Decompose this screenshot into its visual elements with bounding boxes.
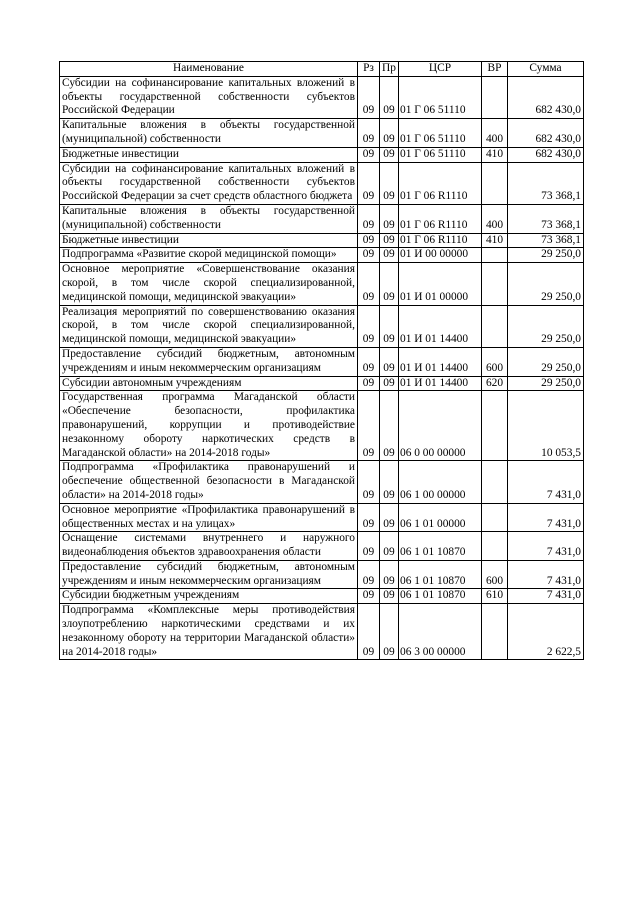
cell-csr: 01 Г 06 R1110 bbox=[399, 162, 482, 204]
cell-name: Основное мероприятие «Профилактика правонарушений в общественных местах и на улицах» bbox=[60, 503, 358, 532]
cell-sum: 10 053,5 bbox=[508, 391, 584, 461]
cell-rz: 09 bbox=[358, 263, 380, 305]
table-body bbox=[60, 76, 584, 660]
cell-rz: 09 bbox=[358, 162, 380, 204]
cell-name: Бюджетные инвестиции bbox=[60, 233, 358, 248]
cell-vr: 400 bbox=[482, 204, 508, 233]
cell-vr bbox=[482, 305, 508, 347]
cell-sum: 2 622,5 bbox=[508, 604, 584, 660]
cell-sum: 29 250,0 bbox=[508, 263, 584, 305]
col-header-name: Наименование bbox=[60, 62, 358, 77]
cell-sum: 682 430,0 bbox=[508, 147, 584, 162]
cell-pr: 09 bbox=[380, 391, 399, 461]
table-row bbox=[60, 263, 584, 305]
cell-name: Капитальные вложения в объекты государственной (муниципальной) собственности bbox=[60, 204, 358, 233]
cell-pr: 09 bbox=[380, 162, 399, 204]
table-row bbox=[60, 204, 584, 233]
cell-sum: 7 431,0 bbox=[508, 532, 584, 561]
table-row bbox=[60, 233, 584, 248]
table-row bbox=[60, 461, 584, 503]
cell-csr: 01 И 01 14400 bbox=[399, 376, 482, 391]
cell-vr: 620 bbox=[482, 376, 508, 391]
cell-pr: 09 bbox=[380, 233, 399, 248]
cell-pr: 09 bbox=[380, 76, 399, 118]
cell-name: Основное мероприятие «Совершенствование оказания скорой, в том числе скорой специализированной, медицинской помощи, медицинской эвакуации» bbox=[60, 263, 358, 305]
cell-sum: 7 431,0 bbox=[508, 560, 584, 589]
cell-csr: 06 1 01 10870 bbox=[399, 589, 482, 604]
cell-pr: 09 bbox=[380, 147, 399, 162]
cell-name: Субсидии автономным учреждениям bbox=[60, 376, 358, 391]
table-row bbox=[60, 76, 584, 118]
cell-sum: 29 250,0 bbox=[508, 305, 584, 347]
cell-vr bbox=[482, 461, 508, 503]
col-header-rz: Рз bbox=[358, 62, 380, 77]
cell-pr: 09 bbox=[380, 532, 399, 561]
cell-csr: 01 Г 06 51110 bbox=[399, 119, 482, 148]
table-row bbox=[60, 391, 584, 461]
cell-name: Реализация мероприятий по совершенствованию оказания скорой, в том числе скорой специализированной, медицинской помощи, медицинской эвакуации» bbox=[60, 305, 358, 347]
cell-pr: 09 bbox=[380, 604, 399, 660]
cell-sum: 682 430,0 bbox=[508, 119, 584, 148]
cell-pr: 09 bbox=[380, 461, 399, 503]
cell-rz: 09 bbox=[358, 305, 380, 347]
cell-name: Государственная программа Магаданской области «Обеспечение безопасности, профилактика правонарушений, коррупции и противодействие незаконному обороту наркотических средств в Магаданской области» на 2014-2018 годы» bbox=[60, 391, 358, 461]
cell-sum: 7 431,0 bbox=[508, 503, 584, 532]
cell-pr: 09 bbox=[380, 248, 399, 263]
col-header-pr: Пр bbox=[380, 62, 399, 77]
cell-csr: 01 Г 06 R1110 bbox=[399, 233, 482, 248]
cell-sum: 29 250,0 bbox=[508, 248, 584, 263]
cell-pr: 09 bbox=[380, 347, 399, 376]
cell-sum: 682 430,0 bbox=[508, 76, 584, 118]
cell-csr: 01 Г 06 R1110 bbox=[399, 204, 482, 233]
cell-csr: 01 Г 06 51110 bbox=[399, 76, 482, 118]
cell-rz: 09 bbox=[358, 204, 380, 233]
cell-vr: 610 bbox=[482, 589, 508, 604]
cell-vr bbox=[482, 503, 508, 532]
col-header-csr: ЦСР bbox=[399, 62, 482, 77]
table-row bbox=[60, 604, 584, 660]
cell-name: Субсидии на софинансирование капитальных вложений в объекты государственной собственности субъектов Российской Федерации bbox=[60, 76, 358, 118]
table-row bbox=[60, 248, 584, 263]
cell-rz: 09 bbox=[358, 532, 380, 561]
cell-csr: 06 1 01 10870 bbox=[399, 560, 482, 589]
col-header-sum: Сумма bbox=[508, 62, 584, 77]
cell-vr bbox=[482, 532, 508, 561]
cell-rz: 09 bbox=[358, 461, 380, 503]
cell-csr: 06 0 00 00000 bbox=[399, 391, 482, 461]
cell-rz: 09 bbox=[358, 589, 380, 604]
table-row bbox=[60, 532, 584, 561]
cell-rz: 09 bbox=[358, 560, 380, 589]
cell-csr: 06 1 01 10870 bbox=[399, 532, 482, 561]
cell-sum: 73 368,1 bbox=[508, 233, 584, 248]
cell-sum: 29 250,0 bbox=[508, 347, 584, 376]
cell-name: Капитальные вложения в объекты государственной (муниципальной) собственности bbox=[60, 119, 358, 148]
cell-csr: 01 Г 06 51110 bbox=[399, 147, 482, 162]
table-row bbox=[60, 147, 584, 162]
cell-name: Субсидии на софинансирование капитальных вложений в объекты государственной собственности субъектов Российской Федерации за счет средств областного бюджета bbox=[60, 162, 358, 204]
cell-pr: 09 bbox=[380, 589, 399, 604]
cell-sum: 7 431,0 bbox=[508, 461, 584, 503]
cell-vr bbox=[482, 162, 508, 204]
cell-vr: 410 bbox=[482, 233, 508, 248]
cell-rz: 09 bbox=[358, 248, 380, 263]
cell-rz: 09 bbox=[358, 376, 380, 391]
cell-pr: 09 bbox=[380, 204, 399, 233]
cell-vr: 600 bbox=[482, 347, 508, 376]
cell-csr: 06 1 01 00000 bbox=[399, 503, 482, 532]
cell-sum: 7 431,0 bbox=[508, 589, 584, 604]
cell-csr: 01 И 01 00000 bbox=[399, 263, 482, 305]
cell-rz: 09 bbox=[358, 119, 380, 148]
cell-vr bbox=[482, 248, 508, 263]
cell-sum: 29 250,0 bbox=[508, 376, 584, 391]
cell-vr bbox=[482, 76, 508, 118]
table-row bbox=[60, 119, 584, 148]
table-row bbox=[60, 347, 584, 376]
cell-sum: 73 368,1 bbox=[508, 204, 584, 233]
cell-rz: 09 bbox=[358, 233, 380, 248]
cell-pr: 09 bbox=[380, 263, 399, 305]
table-row bbox=[60, 305, 584, 347]
cell-name: Подпрограмма «Развитие скорой медицинской помощи» bbox=[60, 248, 358, 263]
cell-vr: 400 bbox=[482, 119, 508, 148]
col-header-vr: ВР bbox=[482, 62, 508, 77]
cell-vr bbox=[482, 391, 508, 461]
cell-vr: 600 bbox=[482, 560, 508, 589]
cell-rz: 09 bbox=[358, 76, 380, 118]
cell-pr: 09 bbox=[380, 305, 399, 347]
cell-csr: 06 3 00 00000 bbox=[399, 604, 482, 660]
cell-name: Предоставление субсидий бюджетным, автономным учреждениям и иным некоммерческим организациям bbox=[60, 560, 358, 589]
cell-csr: 01 И 00 00000 bbox=[399, 248, 482, 263]
cell-name: Подпрограмма «Комплексные меры противодействия злоупотреблению наркотическими средствами и их незаконному обороту на территории Магаданской области» на 2014-2018 годы» bbox=[60, 604, 358, 660]
cell-csr: 01 И 01 14400 bbox=[399, 347, 482, 376]
cell-name: Бюджетные инвестиции bbox=[60, 147, 358, 162]
document-page bbox=[59, 61, 584, 660]
table-row bbox=[60, 503, 584, 532]
table-row bbox=[60, 589, 584, 604]
cell-rz: 09 bbox=[358, 503, 380, 532]
table-row bbox=[60, 162, 584, 204]
cell-name: Субсидии бюджетным учреждениям bbox=[60, 589, 358, 604]
cell-sum: 73 368,1 bbox=[508, 162, 584, 204]
cell-pr: 09 bbox=[380, 119, 399, 148]
cell-pr: 09 bbox=[380, 376, 399, 391]
cell-name: Предоставление субсидий бюджетным, автономным учреждениям и иным некоммерческим организациям bbox=[60, 347, 358, 376]
cell-name: Оснащение системами внутреннего и наружного видеонаблюдения объектов здравоохранения области bbox=[60, 532, 358, 561]
cell-rz: 09 bbox=[358, 391, 380, 461]
cell-rz: 09 bbox=[358, 604, 380, 660]
cell-csr: 01 И 01 14400 bbox=[399, 305, 482, 347]
cell-vr: 410 bbox=[482, 147, 508, 162]
table-row bbox=[60, 560, 584, 589]
cell-name: Подпрограмма «Профилактика правонарушений и обеспечение общественной безопасности в Магаданской области» на 2014-2018 годы» bbox=[60, 461, 358, 503]
table-row bbox=[60, 376, 584, 391]
cell-csr: 06 1 00 00000 bbox=[399, 461, 482, 503]
cell-pr: 09 bbox=[380, 503, 399, 532]
budget-table bbox=[59, 61, 584, 660]
cell-vr bbox=[482, 263, 508, 305]
cell-vr bbox=[482, 604, 508, 660]
cell-rz: 09 bbox=[358, 147, 380, 162]
cell-pr: 09 bbox=[380, 560, 399, 589]
table-header-row bbox=[60, 62, 584, 77]
cell-rz: 09 bbox=[358, 347, 380, 376]
